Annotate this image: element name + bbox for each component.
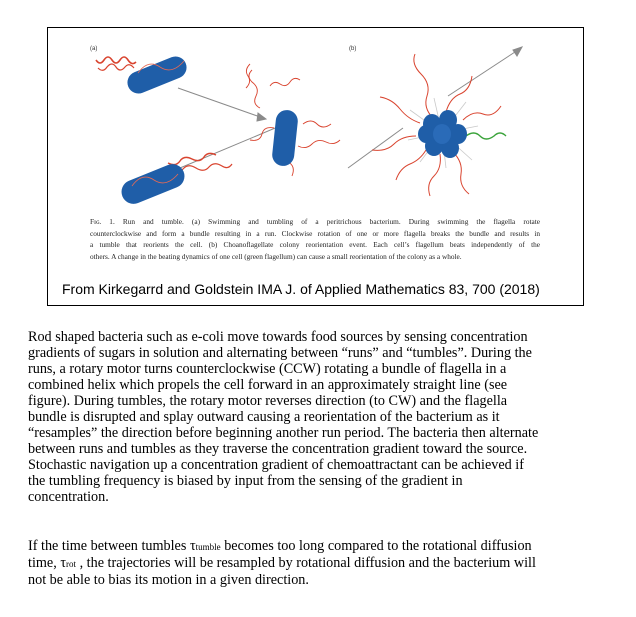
bacterium-reoriented: [118, 153, 232, 207]
bacterium-running: [96, 53, 190, 97]
paragraph-line: bundle is disrupted and splay outward causing a reorientation of the bacterium as it: [28, 409, 500, 425]
paragraph-line: the tumbling frequency is biased by input from the sensing of the gradient in: [28, 473, 463, 489]
paragraph-run-and-tumble: [28, 329, 573, 505]
tau-tumble-symbol: τ: [189, 538, 196, 554]
paragraph-line: runs, a rotary motor turns counterclockwise (CCW) rotating a bundle of flagella in a: [28, 361, 507, 377]
panel-b-label: (b): [349, 46, 357, 52]
paragraph-line: combined helix which propels the cell forward in an approximately straight line (see: [28, 377, 508, 393]
figure-box: [47, 27, 584, 306]
paragraph-line: Rod shaped bacteria such as e-coli move towards food sources by sensing concentration: [28, 329, 528, 345]
paragraph-tumble-time: [28, 538, 573, 588]
paragraph-line: gradients of sugars in solution and alternating between “runs” and “tumbles”. During the: [28, 345, 532, 361]
text-fragment: time,: [28, 555, 61, 571]
paragraph-line: between runs and tumbles as they traverse the concentration gradient toward the source.: [28, 441, 528, 457]
figure-citation: From Kirkegarrd and Goldstein IMA J. of Applied Mathematics 83, 700 (2018): [62, 281, 540, 297]
text-fragment: , the trajectories will be resampled by rotational diffusion and the bacterium will: [76, 555, 536, 571]
paragraph-line: concentration.: [28, 489, 109, 505]
tau-rot-subscript: rot: [66, 559, 77, 569]
caption-line: counterclockwise and form a bundle resulting in a run. Clockwise rotation of one or more flagella breaks the bundle and results in: [90, 228, 540, 238]
paragraph-line: Stochastic navigation up a concentration gradient of chemoattractant can be achieved if: [28, 457, 524, 473]
paragraph-line: [28, 538, 573, 555]
figure-caption: [90, 216, 540, 262]
text-fragment: If the time between tumbles: [28, 538, 190, 554]
tau-rot-symbol: τ: [60, 555, 67, 571]
panel-a-label: (a): [90, 46, 98, 52]
text-fragment: becomes too long compared to the rotational diffusion: [220, 538, 532, 554]
caption-line: Fɪɢ. 1. Run and tumble. (a) Swimming and tumbling of a peritrichous bacterium. During swimming the flagella rotate: [90, 217, 540, 226]
tau-tumble-subscript: tumble: [195, 542, 221, 552]
paragraph-line: figure). During tumbles, the rotary motor reverses direction (to CW) and the flagella: [28, 393, 508, 409]
green-flagellum: [466, 133, 506, 139]
paragraph-line: [28, 555, 573, 572]
caption-line: a tumble that reorients the cell. (b) Choanoflagellate colony reorientation event. Each cell’s flagellum beats independently of the: [90, 240, 540, 249]
paragraph-line: not be able to bias its motion in a given direction.: [28, 572, 309, 588]
caption-line: others. A change in the beating dynamics of one cell (green flagellum) can cause a small reorientation of the colony as a whole.: [90, 251, 462, 261]
run-and-tumble-illustration: [48, 28, 583, 213]
paragraph-line: “resamples” the direction before beginning another run period. The bacteria then alternate: [28, 425, 539, 441]
